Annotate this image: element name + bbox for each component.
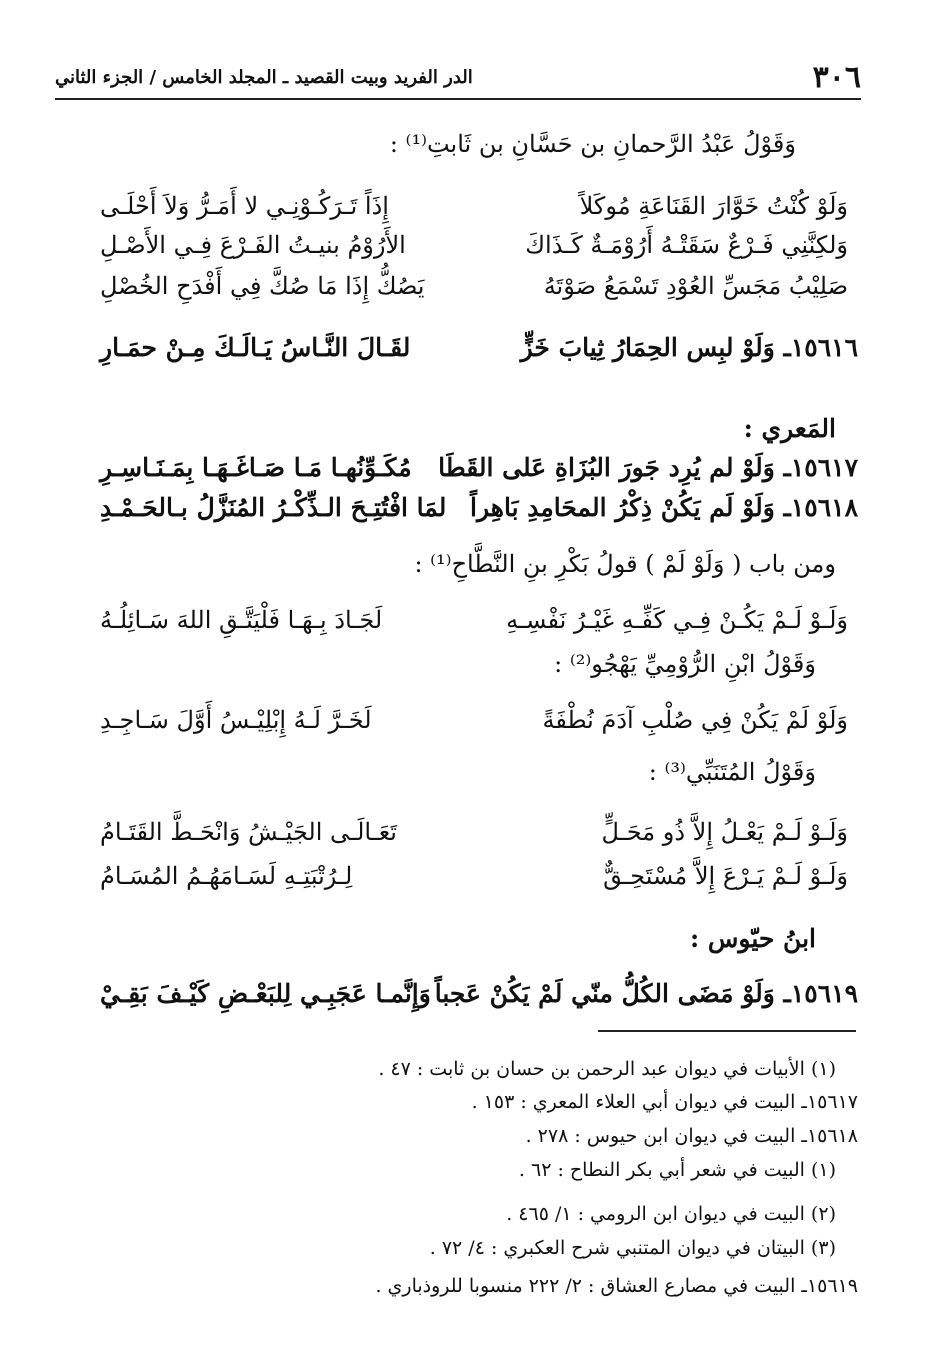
page-header [55,55,861,99]
verse-second-hemistich: إِذَاً تَـرَكُـوْنِـي لا أَمَـرُّ وَلاَ أَحْلَـى [100,192,389,220]
footnote: (١) الأبيات في ديوان عبد الرحمن بن حسان بن ثابت : ٤٧ . [378,1058,836,1080]
running-title: الدر الفريد وبيت القصيد ـ المجلد الخامس / الجزء الثاني [55,66,473,88]
footnote-rule [598,1030,856,1032]
verse [100,266,848,306]
footnote: (٣) البيتان في ديوان المتنبي شرح العكبري : ٤/ ٧٢ . [429,1237,836,1259]
verse-second-hemistich: لقَـالَ النَّـاسُ يَـالَـكَ مِـنْ حمَـارِ [100,333,411,362]
verse-second-hemistich: تَعَـالَـى الجَيْـشُ وَانْحَـطَّ القَتَـامُ [100,818,397,846]
verse-first-hemistich: وَلَوْ لَمْ يَكُنْ فِي صُلْبِ آدَمَ نُطْفَةً [542,706,848,734]
header-rule [55,98,861,100]
verse [100,812,848,852]
verse-second-hemistich: الأَرُوْمُ بنيـتُ الفَـرْعَ فِـي الأَصْـلِ [100,231,406,259]
verse [100,488,858,528]
verse [100,448,858,488]
verse-second-hemistich: وَإِنَّمـا عَجَبِـي لِلبَعْـضِ كَيْـفَ بَقِـيْ [100,979,431,1008]
verse [100,974,858,1014]
verse-first-hemistich: ١٥٦١٩ـ وَلَوْ مَضَى الكُلُّ منّي لَمْ يَكُنْ عَجباً [434,979,858,1008]
verse [100,700,848,740]
intro-line: وَقَوْلُ عَبْدُ الرَّحمانِ بن حَسَّانِ بن ثَابتِ⁽¹⁾ : [389,130,796,158]
verse [100,856,848,896]
verse-first-hemistich: ١٥٦١٧ـ وَلَوْ لم يُرِد جَورَ البُزَاةِ عَلى القَطَا [438,453,858,482]
verse-first-hemistich: ١٥٦١٨ـ وَلَوْ لَم يَكُنْ ذِكْرُ المحَامِدِ بَاهِراً [470,493,858,522]
footnote: ١٥٦١٩ـ البيت في مصارع العشاق : ٢/ ٢٢٢ منسوبا للروذباري . [375,1275,858,1297]
verse-second-hemistich: مُكَـوِّنُهـا مَـا صَـاغَـهَـا بِمَـنَـاسِـرِ [100,453,412,482]
footnote: (١) البيت في شعر أبي بكر النطاح : ٦٢ . [518,1159,836,1181]
verse-first-hemistich: وَلَـوْ لَـمْ يَـرْعَ إِلاَّ مُسْتَحِـقٌّ [603,862,848,890]
poet-name: المَعري : [743,414,836,443]
poet-name: ابنُ حيّوس : [689,924,816,953]
verse-first-hemistich: وَلَـوْ لَـمْ يَكُـنْ فِـي كَفِّـهِ غَيْـرُ نَفْسِـهِ [506,606,848,634]
verse-second-hemistich: يَصُكُّ إِذَا مَا صُكَّ فِي أَفْدَحِ الخُصْلِ [100,272,425,300]
verse-first-hemistich: وَلَوْ كُنْتُ خَوَّارَ القَنَاعَةِ مُوكَلاً [579,192,848,220]
verse [100,225,848,265]
intro-line: ومن باب ( وَلَوْ لَمْ ) قولُ بَكْرِ بنِ النَّطَّاحِ⁽¹⁾ : [414,550,836,578]
footnote: (٢) البيت في ديوان ابن الرومي : ١/ ٤٦٥ . [506,1203,836,1225]
footnote: ١٥٦١٧ـ البيت في ديوان أبي العلاء المعري : ١٥٣ . [471,1091,858,1113]
verse [100,186,848,226]
intro-line: وَقَوْلُ المُتَنَبِّي⁽³⁾ : [648,758,816,786]
verse-first-hemistich: وَلَـوْ لَـمْ يَعْـلُ إِلاَّ ذُو مَحَـلٍّ [601,818,848,846]
page-number: ٣٠٦ [812,59,861,95]
footnote: ١٥٦١٨ـ البيت في ديوان ابن حيوس : ٢٧٨ . [525,1125,858,1147]
verse-second-hemistich: لَخَـرَّ لَـهُ إِبْلِيْـسُ أَوَّلَ سَـاجِـدِ [100,706,372,734]
verse-second-hemistich: لِـرُتْبَتِـهِ لَسَـامَهُـمُ المُسَـامُ [100,862,353,890]
verse-first-hemistich: ١٥٦١٦ـ وَلَوْ لبِس الحِمَارُ ثِيابَ خَزٍّ [520,333,858,362]
verse-first-hemistich: صَلِيْبُ مَجَسِّ العُوْدِ تَسْمَعُ صَوْتَهُ [543,272,848,300]
intro-line: وَقَوْلُ ابْنِ الرُّوْمِيِّ يَهْجُو⁽²⁾ : [554,650,816,678]
verse-second-hemistich: لَجَـادَ بِـهَـا فَلْيَتَّـقِ اللهَ سَـائِلُـهُ [100,606,383,634]
verse-first-hemistich: وَلكِنَّنِي فَـرْعٌ سَقَتْـهُ أَرُوْمَـةٌ كَـذَاكَ [525,231,848,259]
verse-second-hemistich: لمَا افْتُتِـحَ الـذِّكْـرُ المُنَزَّلُ بـالحَـمْـدِ [100,493,447,522]
verse [100,328,858,368]
verse [100,600,848,640]
